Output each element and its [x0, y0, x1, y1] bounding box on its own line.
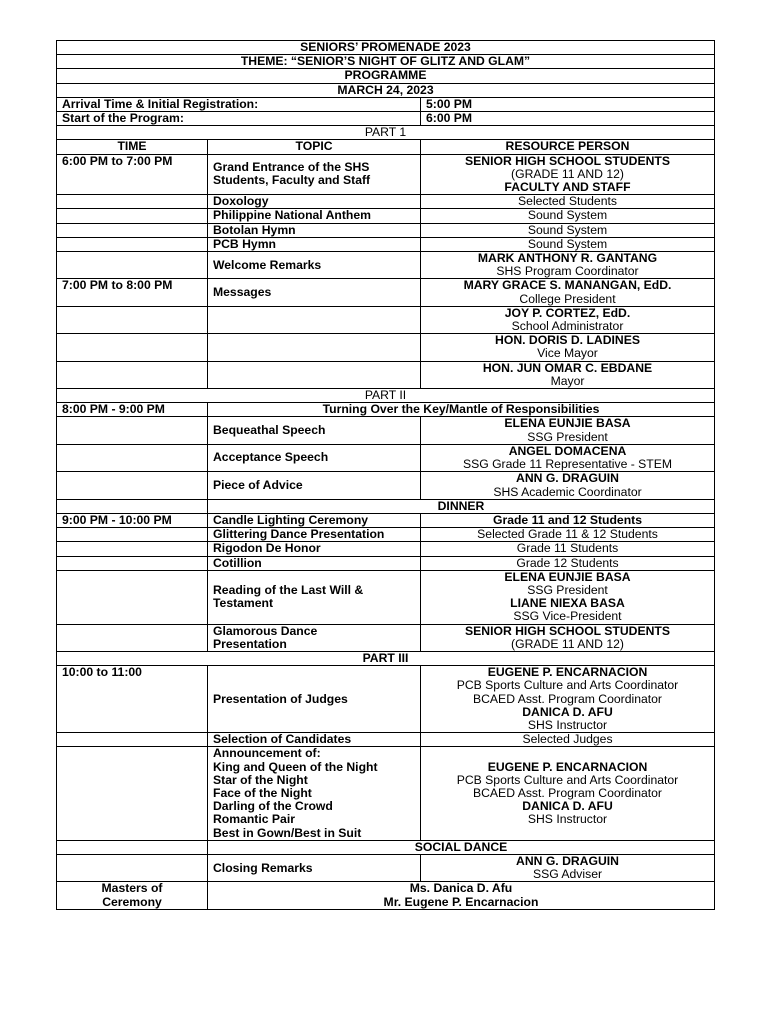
table-row	[57, 444, 715, 471]
table-row	[57, 334, 715, 361]
topic-cell: Cotillion	[208, 556, 421, 570]
topic-cell	[208, 361, 421, 388]
event-date: MARCH 24, 2023	[57, 83, 715, 97]
time-cell	[57, 417, 208, 444]
table-row	[57, 854, 715, 881]
event-title: SENIORS’ PROMENADE 2023	[57, 41, 715, 55]
resource-person-cell: ELENA EUNJIE BASA SSG President LIANE NIEXA BASA SSG Vice-President	[421, 570, 715, 624]
resource-person-cell: Sound System	[421, 223, 715, 237]
column-header-time: TIME	[57, 140, 208, 154]
topic-cell: Piece of Advice	[208, 472, 421, 499]
topic-cell: Doxology	[208, 195, 421, 209]
time-cell	[57, 334, 208, 361]
topic-cell: Glittering Dance Presentation	[208, 528, 421, 542]
resource-person-cell: ELENA EUNJIE BASA SSG President	[421, 417, 715, 444]
time-cell	[57, 570, 208, 624]
time-cell	[57, 252, 208, 279]
table-row	[57, 528, 715, 542]
table-row	[57, 252, 715, 279]
time-cell	[57, 854, 208, 881]
time-cell	[57, 542, 208, 556]
resource-person-cell: EUGENE P. ENCARNACION PCB Sports Culture and Arts Coordinator BCAED Asst. Program Coordinator DANICA D. AFU SHS Instructor	[421, 666, 715, 733]
resource-person-cell: Selected Students	[421, 195, 715, 209]
start-time: 6:00 PM	[421, 112, 715, 126]
table-row	[57, 513, 715, 527]
time-cell: 6:00 PM to 7:00 PM	[57, 154, 208, 195]
time-cell	[57, 472, 208, 499]
resource-person-cell: ANGEL DOMACENA SSG Grade 11 Representative - STEM	[421, 444, 715, 471]
programme-heading: PROGRAMME	[57, 69, 715, 83]
column-header-topic: TOPIC	[208, 140, 421, 154]
time-cell	[57, 733, 208, 747]
table-row	[57, 237, 715, 251]
topic-cell: PCB Hymn	[208, 237, 421, 251]
topic-cell: Presentation of Judges	[208, 666, 421, 733]
topic-cell: Philippine National Anthem	[208, 209, 421, 223]
topic-cell: Glamorous Dance Presentation	[208, 624, 421, 651]
resource-person-cell: MARY GRACE S. MANANGAN, EdD. College President	[421, 279, 715, 306]
masters-label: Masters of Ceremony	[57, 882, 208, 909]
arrival-row	[57, 97, 715, 111]
resource-person-cell: Grade 11 and 12 Students	[421, 513, 715, 527]
table-row	[57, 556, 715, 570]
time-cell: 9:00 PM - 10:00 PM	[57, 513, 208, 527]
table-row	[57, 279, 715, 306]
table-row	[57, 403, 715, 417]
table-row	[57, 570, 715, 624]
topic-cell: Closing Remarks	[208, 854, 421, 881]
resource-person-cell: SENIOR HIGH SCHOOL STUDENTS (GRADE 11 AND 12) FACULTY AND STAFF	[421, 154, 715, 195]
resource-person-cell: Sound System	[421, 237, 715, 251]
time-cell	[57, 556, 208, 570]
table-row	[57, 499, 715, 513]
table-row	[57, 223, 715, 237]
programme-table	[56, 40, 715, 910]
resource-person-cell: EUGENE P. ENCARNACION PCB Sports Culture and Arts Coordinator BCAED Asst. Program Coordinator DANICA D. AFU SHS Instructor	[421, 747, 715, 840]
table-row	[57, 306, 715, 333]
topic-cell: Bequeathal Speech	[208, 417, 421, 444]
topic-cell: Selection of Candidates	[208, 733, 421, 747]
resource-person-cell: ANN G. DRAGUIN SSG Adviser	[421, 854, 715, 881]
resource-person-cell: MARK ANTHONY R. GANTANG SHS Program Coordinator	[421, 252, 715, 279]
topic-cell: Candle Lighting Ceremony	[208, 513, 421, 527]
resource-person-cell: Sound System	[421, 209, 715, 223]
resource-person-cell: JOY P. CORTEZ, EdD. School Administrator	[421, 306, 715, 333]
topic-cell: Welcome Remarks	[208, 252, 421, 279]
resource-person-cell: Grade 11 Students	[421, 542, 715, 556]
resource-person-cell: ANN G. DRAGUIN SHS Academic Coordinator	[421, 472, 715, 499]
table-row	[57, 195, 715, 209]
topic-cell: Rigodon De Honor	[208, 542, 421, 556]
table-row	[57, 417, 715, 444]
time-cell	[57, 444, 208, 471]
time-cell	[57, 195, 208, 209]
start-label: Start of the Program:	[57, 112, 421, 126]
part1-heading: PART 1	[57, 126, 715, 140]
resource-person-cell: SENIOR HIGH SCHOOL STUDENTS (GRADE 11 AND 12)	[421, 624, 715, 651]
arrival-time: 5:00 PM	[421, 97, 715, 111]
table-row	[57, 733, 715, 747]
topic-cell: Botolan Hymn	[208, 223, 421, 237]
time-cell	[57, 237, 208, 251]
event-theme: THEME: “SENIOR’S NIGHT OF GLITZ AND GLAM”	[57, 55, 715, 69]
topic-cell: Announcement of: King and Queen of the Night Star of the Night Face of the Night Darling of the Crowd Romantic Pair Best in Gown/Best in Suit	[208, 747, 421, 840]
topic-cell: Grand Entrance of the SHS Students, Faculty and Staff	[208, 154, 421, 195]
time-cell: 10:00 to 11:00	[57, 666, 208, 733]
table-row	[57, 624, 715, 651]
table-row	[57, 542, 715, 556]
table-row	[57, 840, 715, 854]
table-row	[57, 666, 715, 733]
time-cell	[57, 361, 208, 388]
topic-cell	[208, 306, 421, 333]
time-cell	[57, 306, 208, 333]
masters-names: Ms. Danica D. Afu Mr. Eugene P. Encarnacion	[208, 882, 715, 909]
resource-person-cell: HON. JUN OMAR C. EBDANE Mayor	[421, 361, 715, 388]
start-row	[57, 112, 715, 126]
part2-heading: PART II	[57, 389, 715, 403]
time-cell	[57, 747, 208, 840]
resource-person-cell: HON. DORIS D. LADINES Vice Mayor	[421, 334, 715, 361]
column-header-resource-person: RESOURCE PERSON	[421, 140, 715, 154]
time-cell	[57, 209, 208, 223]
time-cell	[57, 528, 208, 542]
time-cell	[57, 499, 208, 513]
social-dance-label: SOCIAL DANCE	[208, 840, 715, 854]
time-cell: 7:00 PM to 8:00 PM	[57, 279, 208, 306]
topic-cell: Acceptance Speech	[208, 444, 421, 471]
masters-row	[57, 882, 715, 909]
table-row	[57, 472, 715, 499]
topic-cell	[208, 334, 421, 361]
table-row	[57, 154, 715, 195]
time-cell	[57, 223, 208, 237]
part3-heading: PART III	[57, 651, 715, 665]
topic-cell: Messages	[208, 279, 421, 306]
time-cell	[57, 624, 208, 651]
topic-cell: Turning Over the Key/Mantle of Responsibilities	[208, 403, 715, 417]
table-row	[57, 209, 715, 223]
resource-person-cell: Selected Grade 11 & 12 Students	[421, 528, 715, 542]
column-headers	[57, 140, 715, 154]
table-row	[57, 747, 715, 840]
dinner-label: DINNER	[208, 499, 715, 513]
time-cell: 8:00 PM - 9:00 PM	[57, 403, 208, 417]
resource-person-cell: Selected Judges	[421, 733, 715, 747]
arrival-label: Arrival Time & Initial Registration:	[57, 97, 421, 111]
table-row	[57, 361, 715, 388]
time-cell	[57, 840, 208, 854]
topic-cell: Reading of the Last Will & Testament	[208, 570, 421, 624]
resource-person-cell: Grade 12 Students	[421, 556, 715, 570]
